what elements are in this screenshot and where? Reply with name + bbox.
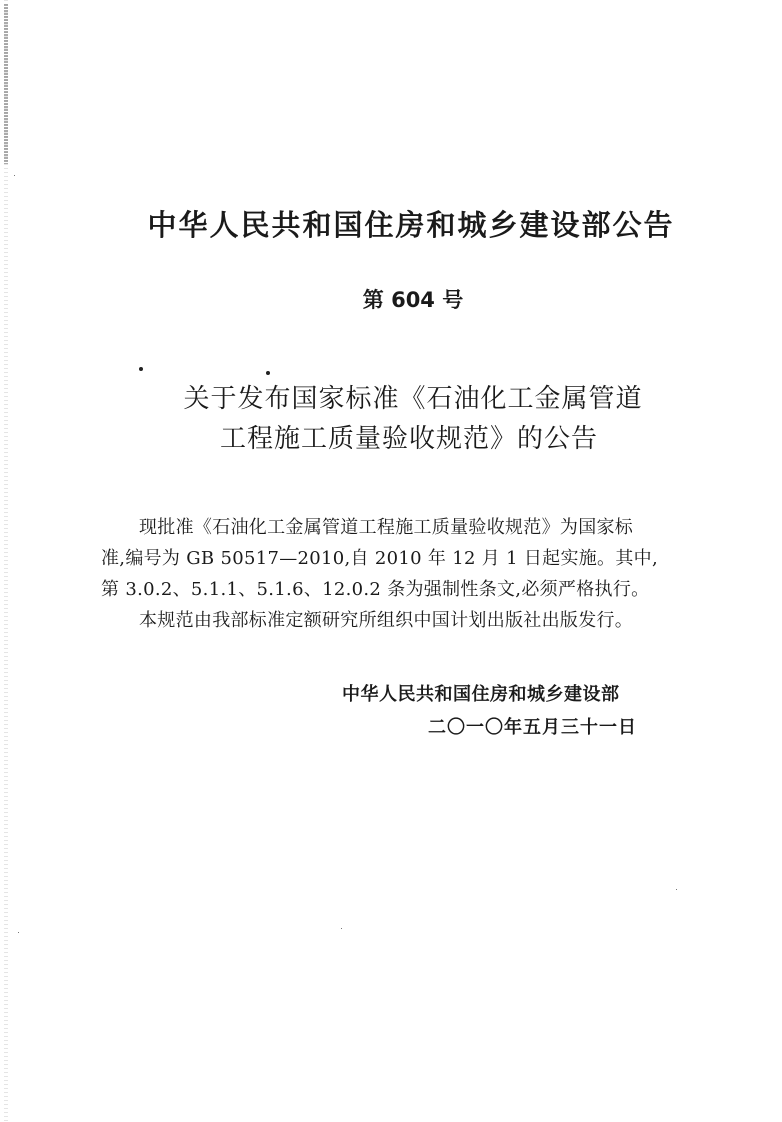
body-paragraph-2: 本规范由我部标准定额研究所组织中国计划出版社出版发行。 <box>139 610 634 631</box>
scan-speck <box>676 889 677 890</box>
scan-edge-artifact-top <box>4 4 8 164</box>
announcement-subtitle-line2: 工程施工质量验收规范》的公告 <box>219 424 598 454</box>
scan-speck <box>14 175 15 176</box>
announcement-number: 第 604 号 <box>362 288 464 312</box>
ink-dot <box>266 371 270 375</box>
signature-date: 二〇一〇年五月三十一日 <box>428 717 637 738</box>
body-line: 第 3.0.2、5.1.1、5.1.6、12.0.2 条为强制性条文,必须严格执行。 <box>101 579 650 600</box>
signature-organization: 中华人民共和国住房和城乡建设部 <box>342 684 620 705</box>
body-paragraph-1 <box>101 512 721 605</box>
announcement-subtitle-line1: 关于发布国家标准《石油化工金属管道 <box>183 384 643 414</box>
scan-speck <box>341 928 342 929</box>
body-line: 现批准《石油化工金属管道工程施工质量验收规范》为国家标 <box>139 517 634 538</box>
announcement-title: 中华人民共和国住房和城乡建设部公告 <box>147 208 675 242</box>
scan-speck <box>18 932 19 933</box>
ink-dot <box>139 367 143 371</box>
body-line: 准,编号为 GB 50517—2010,自 2010 年 12 月 1 日起实施。其中, <box>101 548 658 569</box>
scan-edge-artifact <box>4 0 8 1122</box>
